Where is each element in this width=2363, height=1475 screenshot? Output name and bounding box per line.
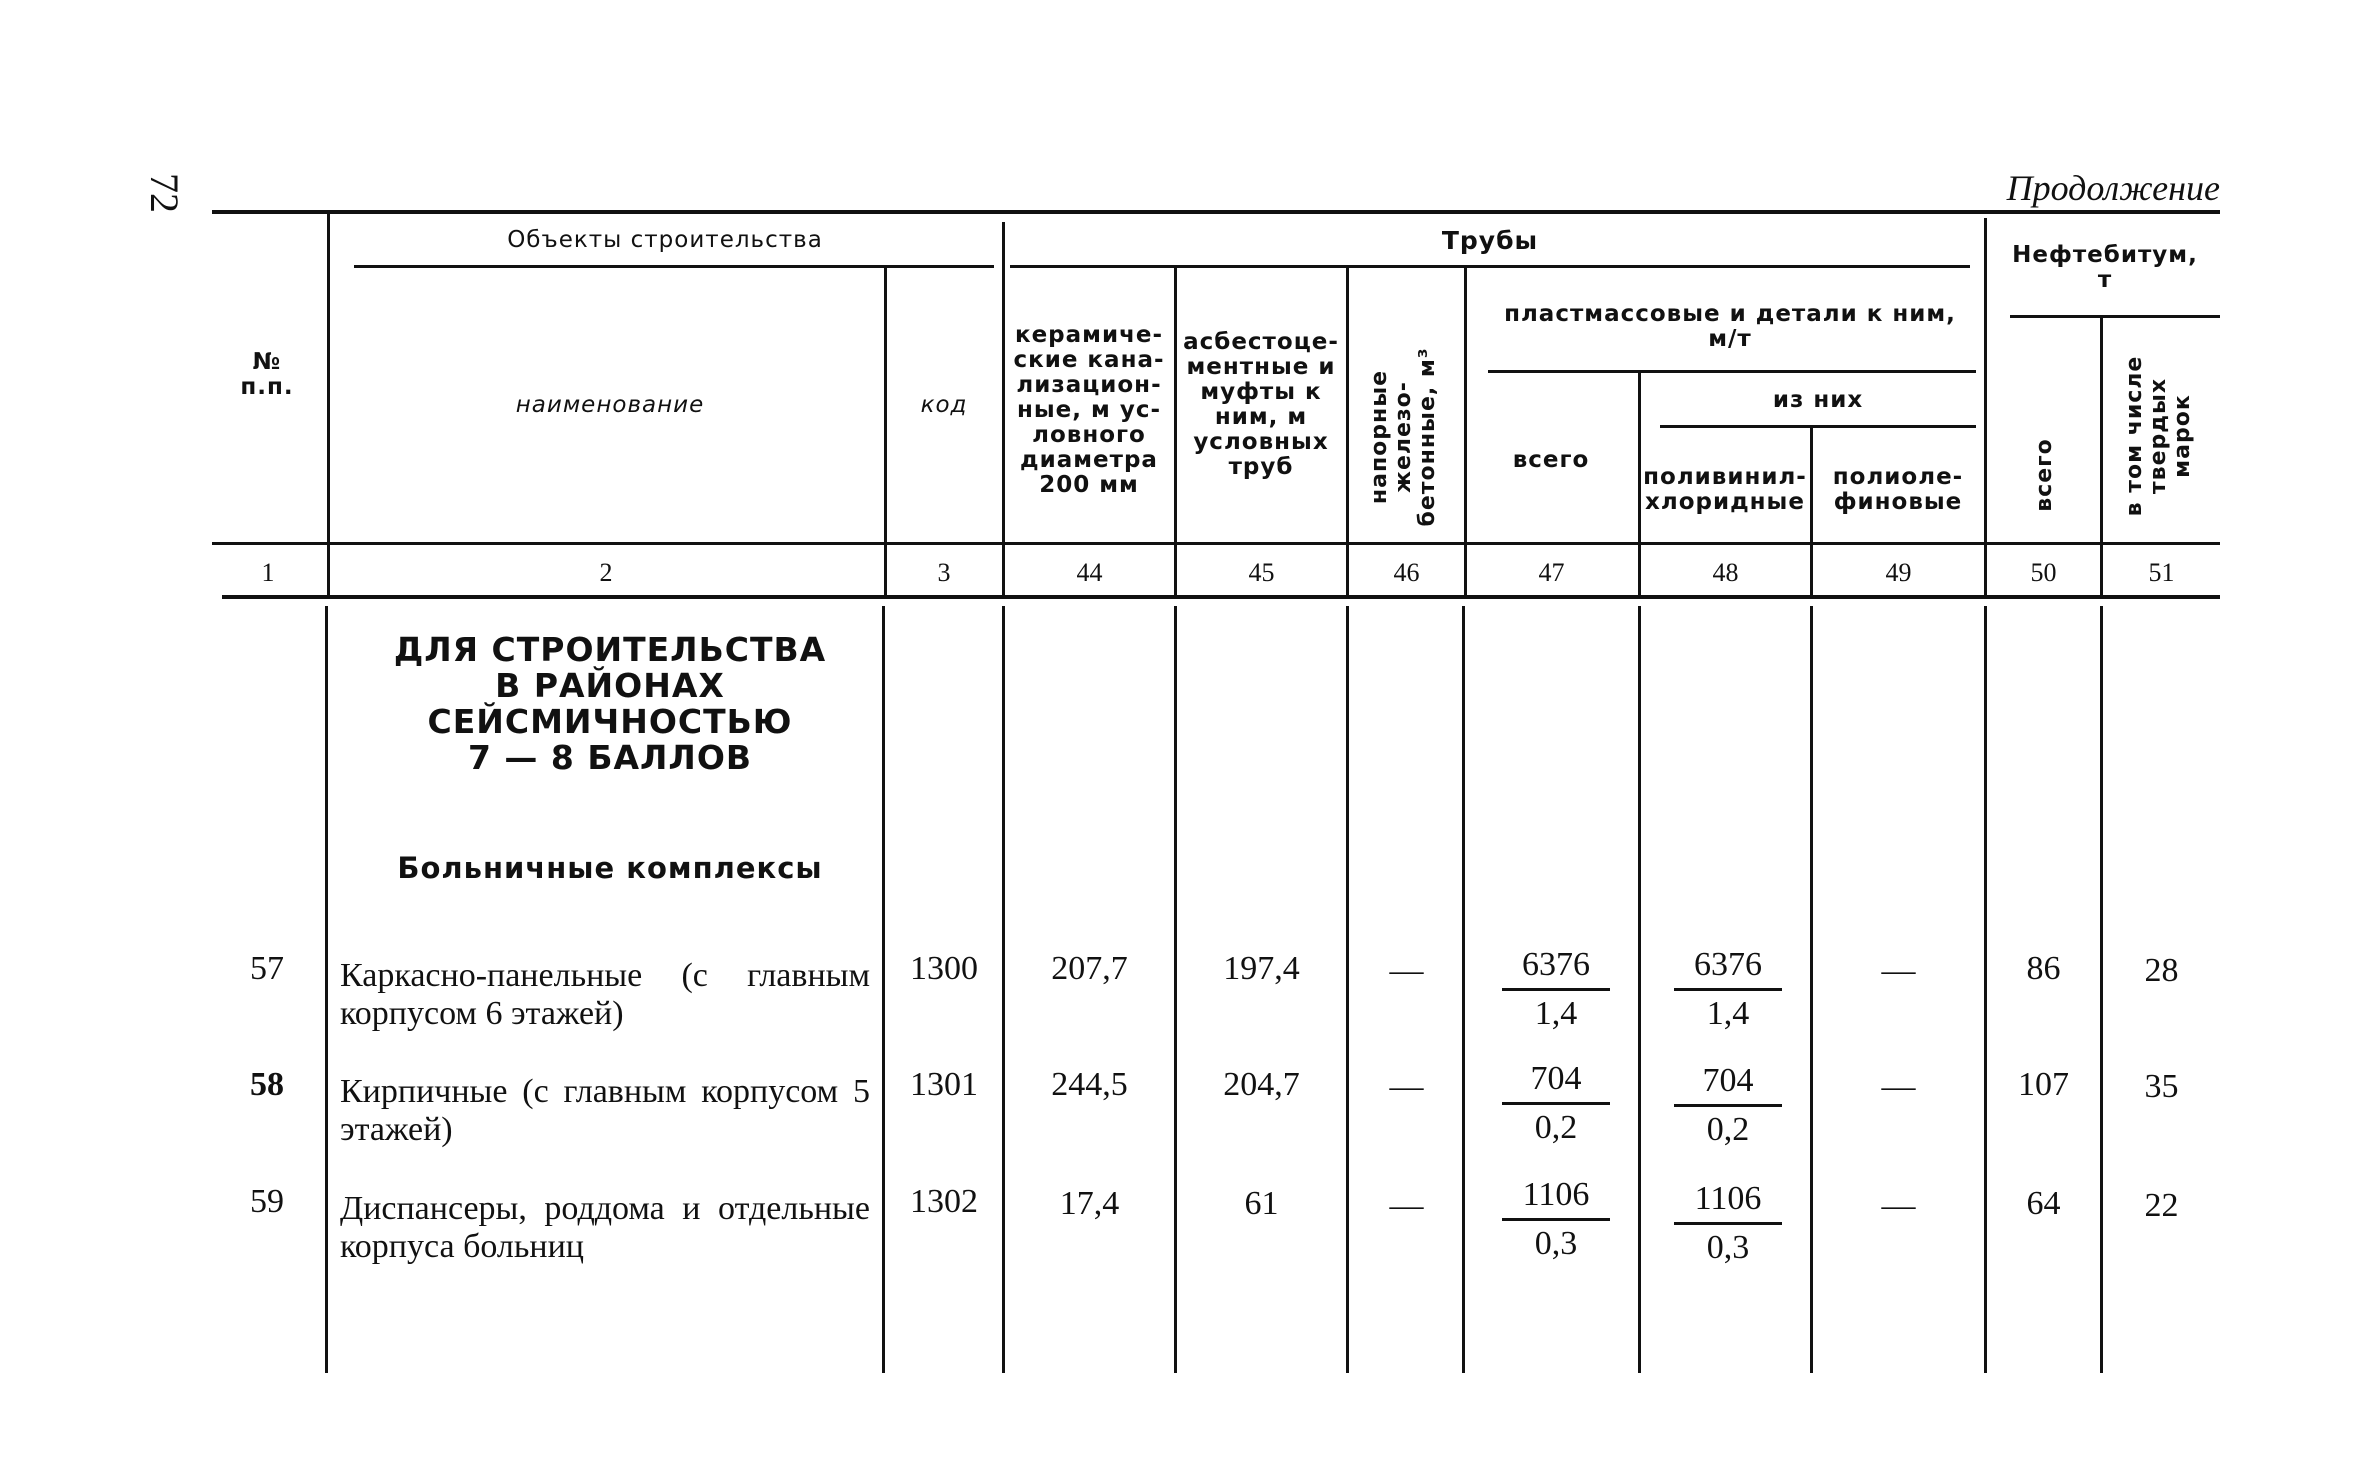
column-numbers-rule xyxy=(222,595,2220,599)
objects-underline xyxy=(354,265,994,268)
of-them-underline xyxy=(1660,425,1976,428)
fraction-bar xyxy=(1674,1222,1782,1225)
row-pvc-weight: 1,4 xyxy=(1706,995,1750,1032)
header-pvc: поливинил- хлоридные xyxy=(1643,464,1807,515)
row-ceramic: 207,7 xyxy=(1051,950,1128,987)
section-title: ДЛЯ СТРОИТЕЛЬСТВА В РАЙОНАХ СЕЙСМИЧНОСТЬЮ 7 — 8 БАЛЛОВ xyxy=(393,630,827,777)
continuation-label: Продолжение xyxy=(2006,168,2220,208)
fraction-bar xyxy=(1674,988,1782,991)
column-number: 50 xyxy=(2030,558,2057,587)
row-plastic-weight: 1,4 xyxy=(1534,995,1578,1032)
header-asbestos: асбестоце- ментные и муфты к ним, м условных труб xyxy=(1183,329,1339,480)
row-asbestos: 197,4 xyxy=(1223,950,1300,987)
row-bitumen-solid: 28 xyxy=(2144,952,2179,989)
row-ceramic: 244,5 xyxy=(1051,1066,1128,1103)
row-pvc-weight: 0,3 xyxy=(1706,1229,1750,1266)
header-polyolefin: полиоле- финовые xyxy=(1832,464,1964,515)
row-polyolefin: — xyxy=(1881,1068,1916,1105)
fraction-bar xyxy=(1502,988,1610,991)
header-of-them: из них xyxy=(1772,386,1864,413)
fraction-bar xyxy=(1674,1104,1782,1107)
page-number: 72 xyxy=(142,173,187,213)
row-number: 59 xyxy=(250,1183,284,1220)
row-name: Каркасно-панельные (с главным корпусом 6 этажей) xyxy=(340,957,870,1032)
row-code: 1302 xyxy=(910,1183,978,1220)
column-number: 1 xyxy=(261,558,275,587)
pipes-underline xyxy=(1010,265,1970,268)
divider xyxy=(1002,606,1005,1373)
row-bitumen-total: 107 xyxy=(2018,1066,2069,1103)
row-pvc-fraction xyxy=(1668,1062,1788,1151)
row-plastic-value: 704 xyxy=(1530,1060,1582,1097)
row-pvc-weight: 0,2 xyxy=(1706,1111,1750,1148)
column-number: 48 xyxy=(1712,558,1739,587)
divider xyxy=(884,268,887,598)
row-pressure: — xyxy=(1389,952,1424,989)
header-name: наименование xyxy=(515,391,705,418)
fraction-bar xyxy=(1502,1218,1610,1221)
divider xyxy=(327,214,330,598)
row-pvc-value: 6376 xyxy=(1694,946,1762,983)
header-bitumen-total: всего xyxy=(2032,438,2057,512)
row-number: 58 xyxy=(250,1066,284,1103)
row-plastic-fraction xyxy=(1496,1060,1616,1149)
row-plastic-value: 1106 xyxy=(1522,1176,1590,1213)
divider xyxy=(1984,218,1987,598)
row-asbestos: 61 xyxy=(1244,1185,1279,1222)
section-subtitle: Больничные комплексы xyxy=(397,851,823,885)
header-bitumen-solid: в том числе твердых марок xyxy=(2122,355,2195,517)
divider xyxy=(1638,606,1641,1373)
row-asbestos: 204,7 xyxy=(1223,1066,1300,1103)
fraction-bar xyxy=(1502,1102,1610,1105)
row-bitumen-total: 64 xyxy=(2026,1185,2061,1222)
header-ceramic: керамиче- ские кана- лизацион- ные, м ус- ловного диаметра 200 мм xyxy=(1013,321,1165,498)
row-polyolefin: — xyxy=(1881,952,1916,989)
row-name: Кирпичные (с главным корпусом 5 этажей) xyxy=(340,1073,870,1148)
bitumen-underline xyxy=(2010,315,2220,318)
column-number: 51 xyxy=(2148,558,2175,587)
divider xyxy=(325,606,328,1373)
row-plastic-fraction xyxy=(1496,946,1616,1035)
header-plastic-total: всего xyxy=(1512,446,1590,473)
divider xyxy=(1174,606,1177,1373)
row-plastic-weight: 0,2 xyxy=(1534,1109,1578,1146)
divider xyxy=(1984,606,1987,1373)
row-code: 1301 xyxy=(910,1066,978,1103)
row-pvc-value: 1106 xyxy=(1694,1180,1762,1217)
row-pressure: — xyxy=(1389,1187,1424,1224)
row-bitumen-total: 86 xyxy=(2026,950,2061,987)
header-code: код xyxy=(920,391,968,418)
divider xyxy=(1174,268,1177,598)
header-pressure: напорные железо- бетонные, м³ xyxy=(1367,347,1440,527)
row-ceramic: 17,4 xyxy=(1059,1185,1120,1222)
row-number: 57 xyxy=(250,950,284,987)
header-bitumen: Нефтебитум, т xyxy=(2012,242,2198,293)
row-bitumen-solid: 22 xyxy=(2144,1187,2179,1224)
row-pressure: — xyxy=(1389,1068,1424,1105)
header-plastic: пластмассовые и детали к ним, м/т xyxy=(1504,301,1956,352)
divider xyxy=(882,606,885,1373)
row-code: 1300 xyxy=(910,950,978,987)
divider xyxy=(1464,268,1467,598)
column-number: 46 xyxy=(1393,558,1420,587)
column-number: 2 xyxy=(599,558,613,587)
row-plastic-value: 6376 xyxy=(1522,946,1590,983)
row-pvc-fraction xyxy=(1668,1180,1788,1269)
header-pipes: Трубы xyxy=(1441,225,1539,255)
plastic-underline xyxy=(1488,370,1976,373)
column-number: 45 xyxy=(1248,558,1275,587)
header-objects: Объекты строительства xyxy=(507,226,823,253)
top-rule xyxy=(212,210,2220,214)
row-bitumen-solid: 35 xyxy=(2144,1068,2179,1105)
row-polyolefin: — xyxy=(1881,1187,1916,1224)
row-pvc-fraction xyxy=(1668,946,1788,1035)
column-number: 49 xyxy=(1885,558,1912,587)
column-number: 44 xyxy=(1076,558,1103,587)
row-plastic-fraction xyxy=(1496,1176,1616,1265)
header-bottom-rule xyxy=(212,542,2220,545)
row-plastic-weight: 0,3 xyxy=(1534,1225,1578,1262)
row-name: Диспансеры, роддома и отдельные корпуса больниц xyxy=(340,1190,870,1265)
column-number: 47 xyxy=(1538,558,1565,587)
row-pvc-value: 704 xyxy=(1702,1062,1754,1099)
column-number: 3 xyxy=(937,558,951,587)
header-npp: № п.п. xyxy=(240,349,294,400)
divider xyxy=(2100,318,2103,598)
